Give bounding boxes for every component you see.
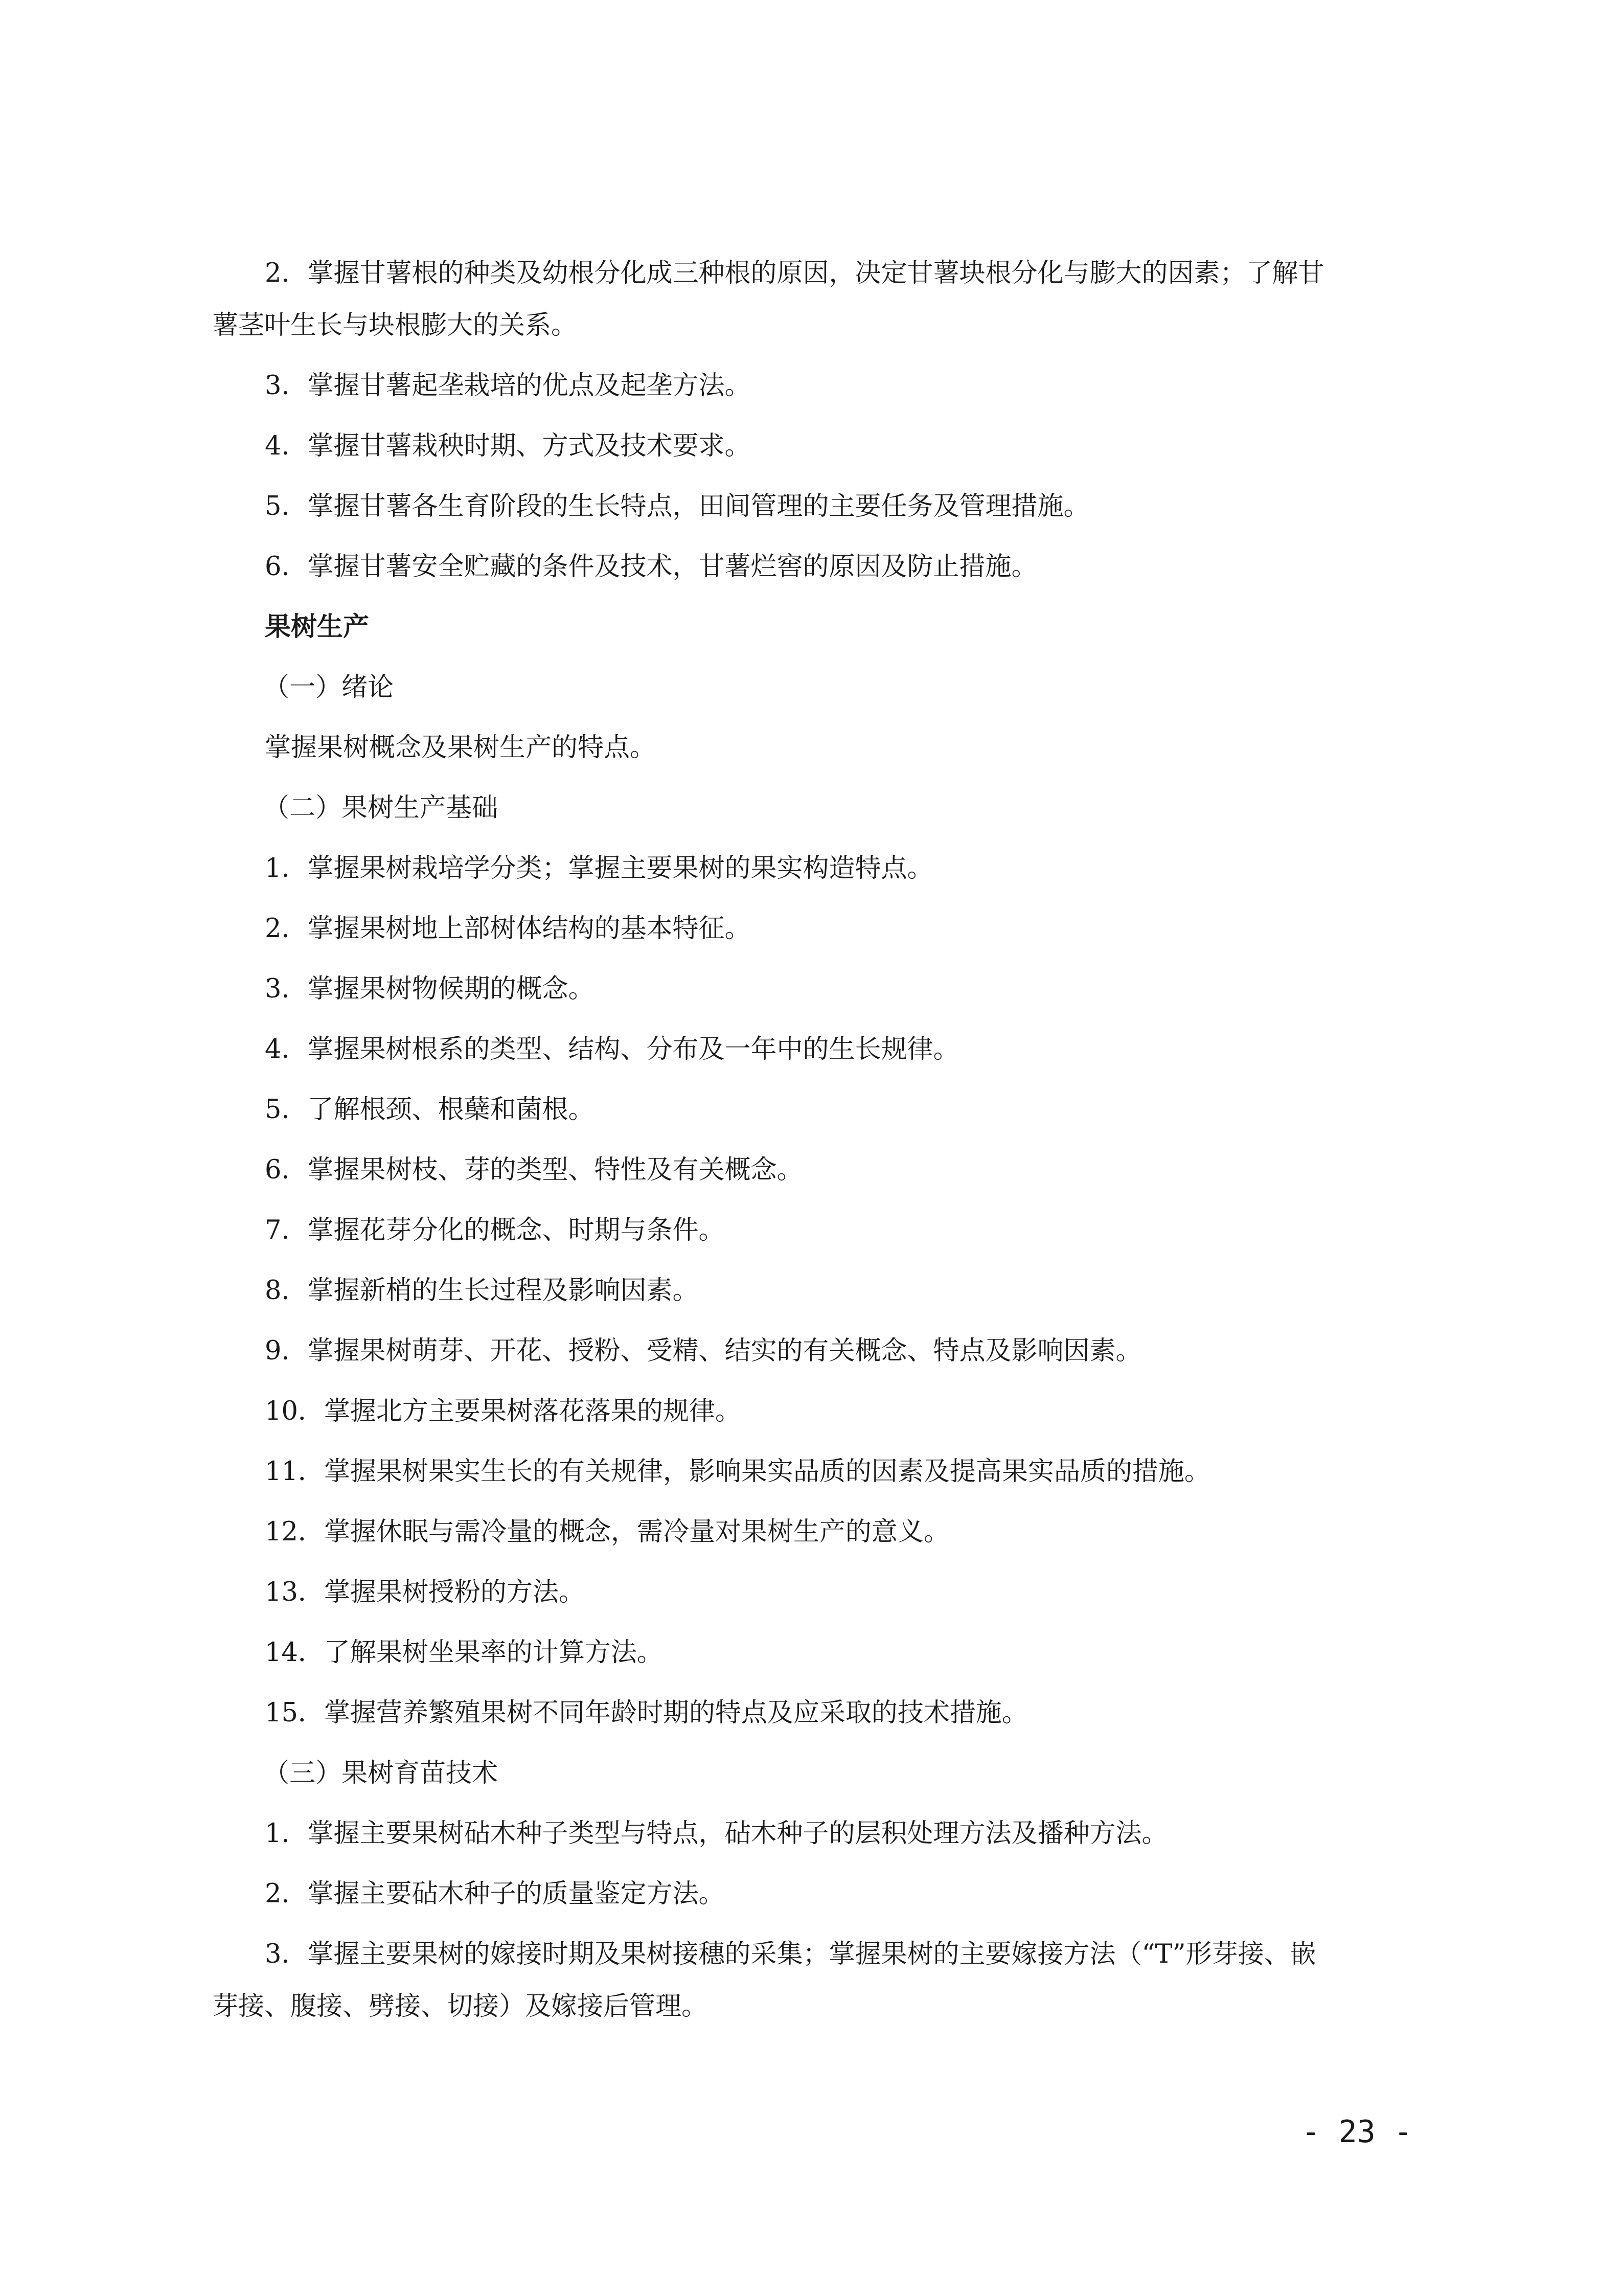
paragraph-sweetpotato-root: 2．掌握甘薯根的种类及幼根分化成三种根的原因，决定甘薯块根分化与膨大的因素；了解甘 (265, 258, 1324, 288)
list-item: 2．掌握果树地上部树体结构的基本特征。 (265, 914, 751, 944)
paragraph-storage: 6．掌握甘薯安全贮藏的条件及技术，甘薯烂窖的原因及防止措施。 (265, 552, 1038, 582)
paragraph-ridge-cultivation: 3．掌握甘薯起垄栽培的优点及起垄方法。 (265, 371, 751, 401)
paragraph-transplanting: 4．掌握甘薯栽秧时期、方式及技术要求。 (265, 431, 751, 461)
subsection-introduction: （一）绪论 (263, 672, 394, 702)
list-item: 2．掌握主要砧木种子的质量鉴定方法。 (265, 1879, 725, 1909)
list-item: 10．掌握北方主要果树落花落果的规律。 (265, 1396, 741, 1426)
list-item: 13．掌握果树授粉的方法。 (265, 1577, 585, 1607)
list-item: 6．掌握果树枝、芽的类型、特性及有关概念。 (265, 1155, 803, 1185)
page-number: - 23 - (1301, 2114, 1412, 2150)
document-body (212, 258, 1429, 2052)
list-item: 12．掌握休眠与需冷量的概念，需冷量对果树生产的意义。 (265, 1517, 950, 1547)
subsection-seedling-techniques: （三）果树育苗技术 (263, 1758, 498, 1788)
list-item: 11．掌握果树果实生长的有关规律，影响果实品质的因素及提高果实品质的措施。 (265, 1457, 1210, 1487)
list-item: 15．掌握营养繁殖果树不同年龄时期的特点及应采取的技术措施。 (265, 1698, 1028, 1728)
list-item: 1．掌握主要果树砧木种子类型与特点，砧木种子的层积处理方法及播种方法。 (265, 1818, 1168, 1849)
paragraph-growth-stages: 5．掌握甘薯各生育阶段的生长特点，田间管理的主要任务及管理措施。 (265, 491, 1090, 521)
paragraph-introduction: 掌握果树概念及果树生产的特点。 (265, 733, 656, 763)
paragraph-sweetpotato-root-continued: 薯茎叶生长与块根膨大的关系。 (212, 310, 578, 340)
list-item: 8．掌握新梢的生长过程及影响因素。 (265, 1276, 699, 1306)
list-item: 4．掌握果树根系的类型、结构、分布及一年中的生长规律。 (265, 1034, 959, 1064)
list-item: 9．掌握果树萌芽、开花、授粉、受精、结实的有关概念、特点及影响因素。 (265, 1336, 1142, 1366)
list-item: 7．掌握花芽分化的概念、时期与条件。 (265, 1215, 725, 1245)
subsection-fruit-basics: （二）果树生产基础 (263, 793, 498, 823)
section-heading-fruit-production: 果树生产 (265, 612, 370, 642)
list-item: 14．了解果树坐果率的计算方法。 (265, 1638, 663, 1668)
list-item: 3．掌握主要果树的嫁接时期及果树接穗的采集；掌握果树的主要嫁接方法（“T”形芽接、嵌 (265, 1939, 1316, 1969)
list-item-continued: 芽接、腹接、劈接、切接）及嫁接后管理。 (212, 1991, 708, 2021)
list-item: 5．了解根颈、根蘖和菌根。 (265, 1095, 595, 1125)
list-item: 1．掌握果树栽培学分类；掌握主要果树的果实构造特点。 (265, 853, 933, 883)
list-item: 3．掌握果树物候期的概念。 (265, 974, 595, 1004)
